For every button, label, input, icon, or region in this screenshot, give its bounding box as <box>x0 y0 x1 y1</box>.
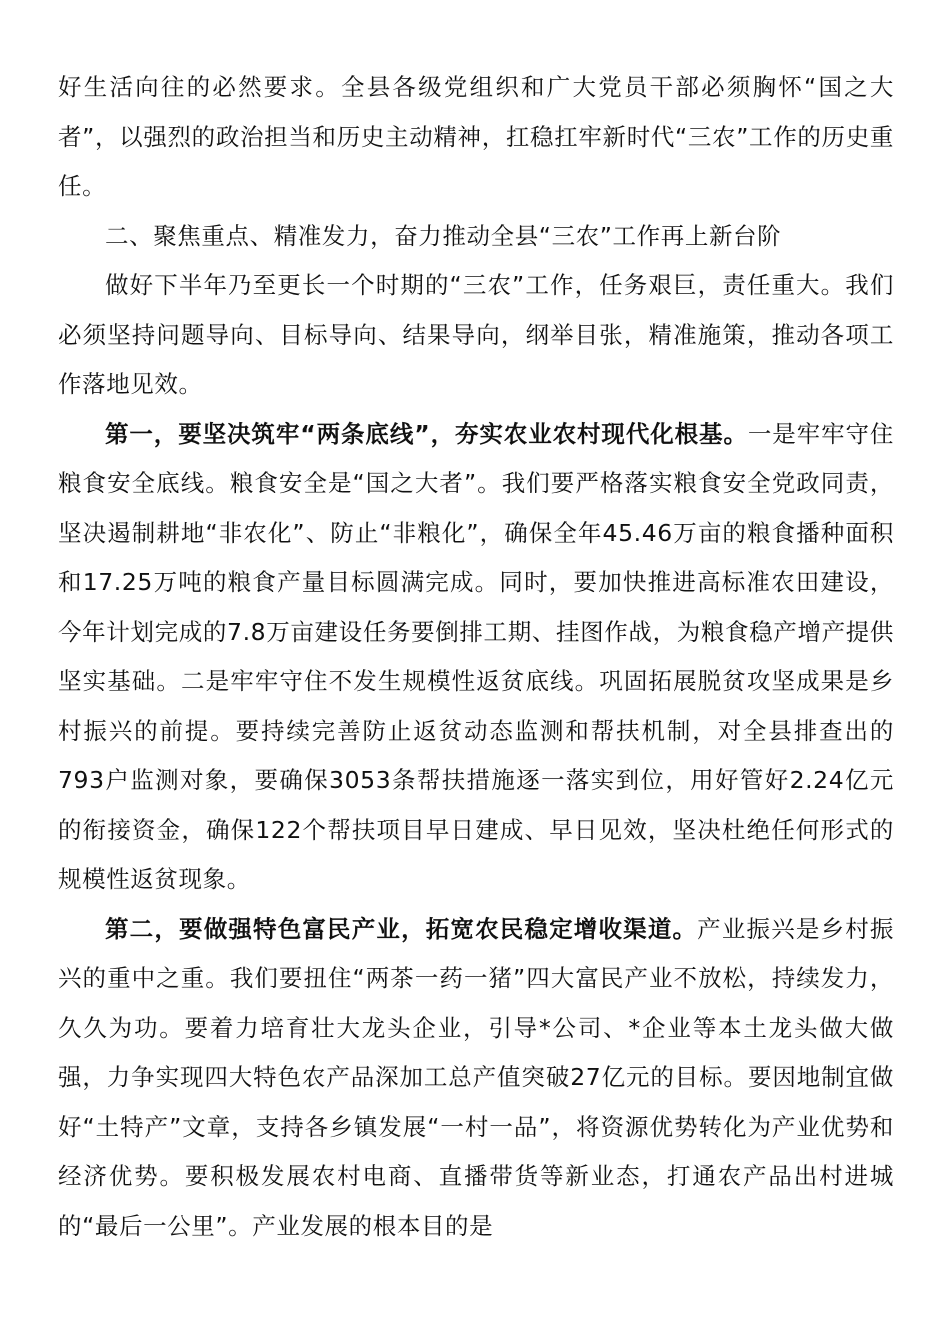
paragraph-intro: 做好下半年乃至更长一个时期的“三农”工作，任务艰巨，责任重大。我们必须坚持问题导向、目标导向、结果导向，纲举目张，精准施策，推动各项工作落地见效。 <box>58 271 894 398</box>
paragraph-continuation: 好生活向往的必然要求。全县各级党组织和广大党员干部必须胸怀“国之大者”，以强烈的政治担当和历史主动精神，扛稳扛牢新时代“三农”工作的历史重任。 <box>58 73 894 200</box>
section-heading: 二、聚焦重点、精准发力，奋力推动全县“三农”工作再上新台阶 <box>105 221 782 250</box>
paragraph-lead-bold: 第二，要做强特色富民产业，拓宽农民稳定增收渠道。 <box>105 914 698 943</box>
paragraph-first-point <box>58 410 894 905</box>
paragraph-body-text: 产业振兴是乡村振兴的重中之重。我们要扭住“两茶一药一猪”四大富民产业不放松，持续发力，久久为功。要着力培育壮大龙头企业，引导*公司、*企业等本土龙头做大做强，力争实现四大特色农产品深加工总产值突破27亿元的目标。要因地制宜做好“土特产”文章，支持各乡镇发展“一村一品”，将资源优势转化为产业优势和经济优势。要积极发展农村电商、直播带货等新业态，打通农产品出村进城的“最后一公里”。产业发展的根本目的是 <box>58 914 895 1240</box>
paragraph-body-text: 一是牢牢守住粮食安全底线。粮食安全是“国之大者”。我们要严格落实粮食安全党政同责，坚决遏制耕地“非农化”、防止“非粮化”，确保全年45.46万亩的粮食播种面积和17.25万吨的粮食产量目标圆满完成。同时，要加快推进高标准农田建设，今年计划完成的7.8万亩建设任务要倒排工期、挂图作战，为粮食稳产增产提供坚实基础。二是牢牢守住不发生规模性返贫底线。巩固拓展脱贫攻坚成果是乡村振兴的前提。要持续完善防止返贫动态监测和帮扶机制，对全县排查出的793户监测对象，要确保3053条帮扶措施逐一落实到位，用好管好2.24亿元的衔接资金，确保122个帮扶项目早日建成、早日见效，坚决杜绝任何形式的规模性返贫现象。 <box>58 419 894 893</box>
paragraph-lead-bold: 第一，要坚决筑牢“两条底线”，夯实农业农村现代化根基。 <box>105 419 748 448</box>
paragraph-second-point <box>58 905 894 1252</box>
document-page <box>58 63 894 1251</box>
